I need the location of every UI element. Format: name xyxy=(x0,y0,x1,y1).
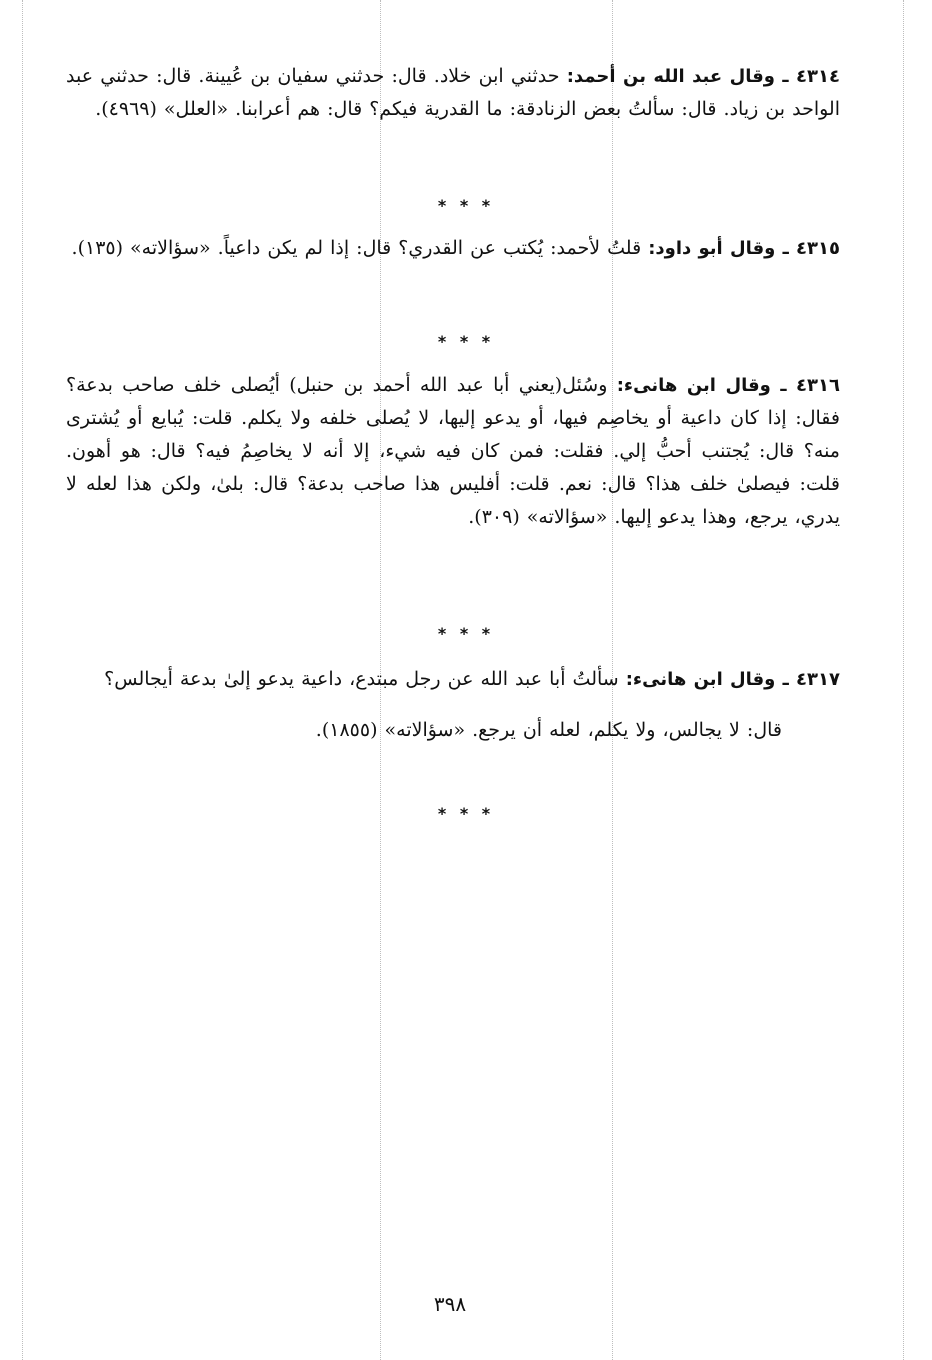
entry-heading: ٤٣١٥ ـ وقال أبو داود: xyxy=(648,238,840,259)
entry-4316 xyxy=(66,369,840,534)
section-separator: * * * xyxy=(437,332,495,351)
page-number: ٣٩٨ xyxy=(433,1292,467,1316)
entry-4317 xyxy=(66,663,840,747)
entry-heading: ٤٣١٧ ـ وقال ابن هانىء: xyxy=(625,669,840,690)
section-separator: * * * xyxy=(437,804,495,823)
entry-text: سألتُ أبا عبد الله عن رجل مبتدع، داعية يدعو إلىٰ بدعة أيجالس؟ xyxy=(104,668,619,690)
entry-heading: ٤٣١٤ ـ وقال عبد الله بن أحمد: xyxy=(566,66,840,87)
entry-text: وسُئل(يعني أبا عبد الله أحمد بن حنبل) أيُصلى خلف صاحب بدعة؟ فقال: إذا كان داعية أو يخاصِم فيها، أو يدعو إليها، لا يُصلى خلفه ولا يكلم. قلت: يُبايع أو يُشترى منه؟ قال: يُجتنب أحبُّ إلي. فقلت: فمن كان فيه شيء، إلا أنه لا يخاصِمُ فيه؟ قال: هو أهون. قلت: فيصلىٰ خلف هذا؟ قال: نعم. قلت: أفليس هذا صاحب بدعة؟ قال: بلىٰ، ولكن هذا لعله لا يدري، يرجع، وهذا يدعو إليها. «سؤالاته» (٣٠٩). xyxy=(66,374,840,528)
entry-heading: ٤٣١٦ ـ وقال ابن هانىء: xyxy=(616,375,840,396)
entry-4314 xyxy=(66,60,840,126)
section-separator: * * * xyxy=(437,196,495,215)
entry-text: حدثني ابن خلاد. قال: حدثني سفيان بن عُيينة. قال: حدثني عبد الواحد بن زياد. قال: سألتُ بعض الزنادقة: ما القدرية فيكم؟ قال: هم أعرابنا. «العلل» (٤٩٦٩). xyxy=(66,65,840,120)
entry-4315 xyxy=(66,232,840,265)
entry-answer: قال: لا يجالس، ولا يكلم، لعله أن يرجع. «سؤالاته» (١٨٥٥). xyxy=(315,719,782,741)
section-separator: * * * xyxy=(437,624,495,643)
entry-text: قلتُ لأحمد: يُكتب عن القدري؟ قال: إذا لم يكن داعياً. «سؤالاته» (١٣٥). xyxy=(71,237,642,259)
